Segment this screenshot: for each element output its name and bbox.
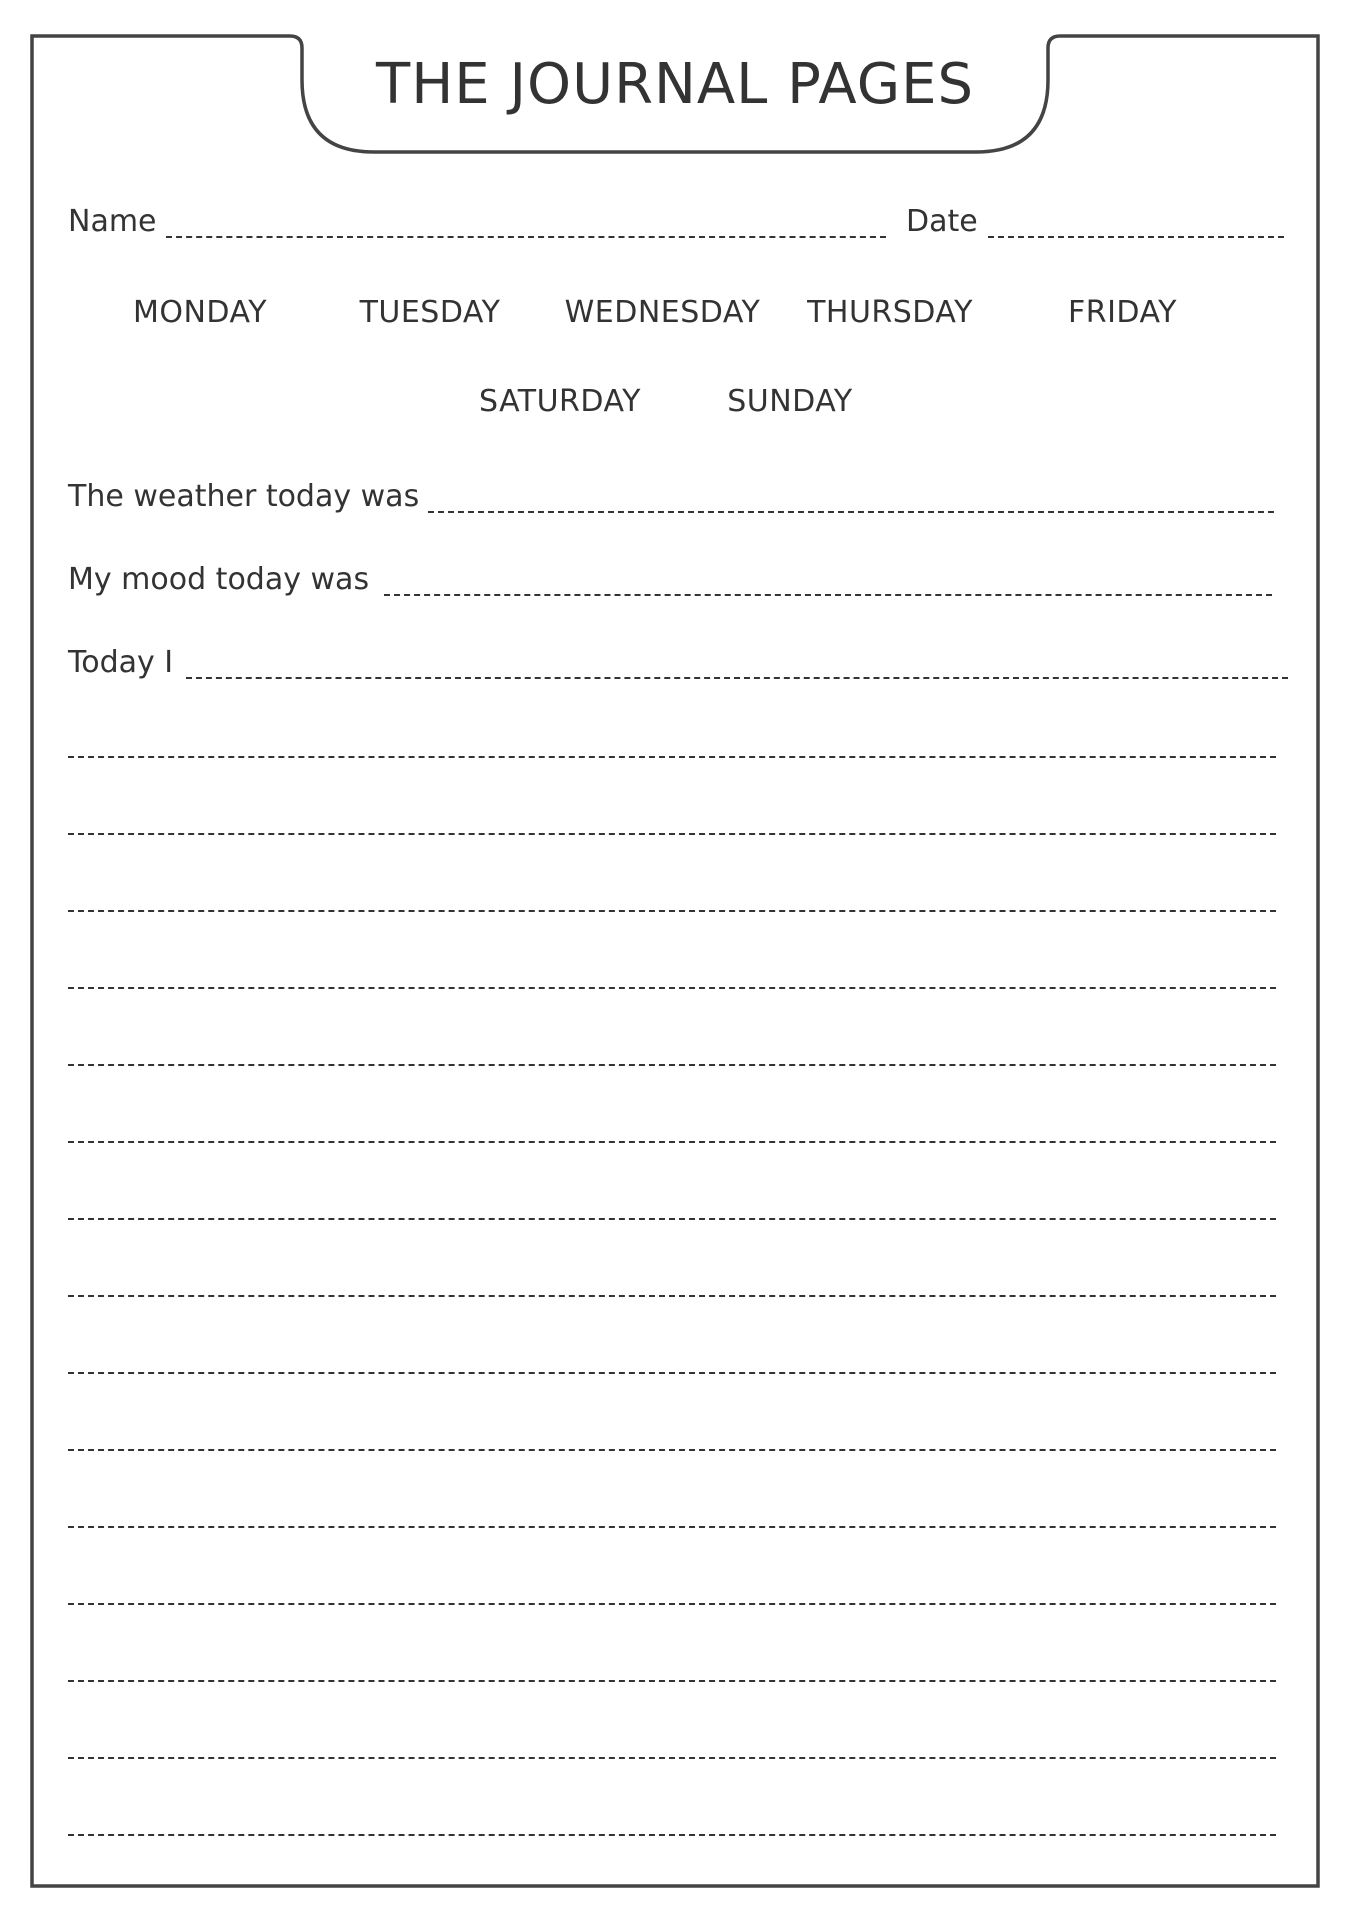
page-title: THE JOURNAL PAGES bbox=[375, 52, 975, 117]
name-label: Name bbox=[68, 204, 157, 239]
date-label: Date bbox=[906, 204, 978, 239]
day-friday[interactable]: FRIDAY bbox=[1067, 295, 1178, 330]
date-field[interactable] bbox=[988, 236, 1284, 238]
weather-prompt: The weather today was bbox=[68, 479, 420, 514]
writing-line[interactable] bbox=[68, 1603, 1276, 1605]
writing-line[interactable] bbox=[68, 833, 1276, 835]
writing-line[interactable] bbox=[68, 1449, 1276, 1451]
writing-line[interactable] bbox=[68, 910, 1276, 912]
mood-field[interactable] bbox=[384, 594, 1272, 596]
mood-prompt: My mood today was bbox=[68, 562, 370, 597]
today-prompt: Today I bbox=[68, 645, 174, 680]
writing-line[interactable] bbox=[68, 1372, 1276, 1374]
writing-line[interactable] bbox=[68, 1526, 1276, 1528]
day-thursday[interactable]: THURSDAY bbox=[807, 295, 973, 330]
today-field[interactable] bbox=[186, 677, 1288, 679]
day-saturday[interactable]: SATURDAY bbox=[478, 384, 641, 419]
day-sunday[interactable]: SUNDAY bbox=[727, 384, 853, 419]
writing-line[interactable] bbox=[68, 987, 1276, 989]
writing-line[interactable] bbox=[68, 1834, 1276, 1836]
writing-line[interactable] bbox=[68, 1757, 1276, 1759]
writing-line[interactable] bbox=[68, 1218, 1276, 1220]
writing-line[interactable] bbox=[68, 1680, 1276, 1682]
day-wednesday[interactable]: WEDNESDAY bbox=[564, 295, 761, 330]
writing-line[interactable] bbox=[68, 1064, 1276, 1066]
weather-field[interactable] bbox=[428, 511, 1274, 513]
name-field[interactable] bbox=[166, 236, 886, 238]
writing-line[interactable] bbox=[68, 756, 1276, 758]
day-monday[interactable]: MONDAY bbox=[132, 295, 268, 330]
writing-line[interactable] bbox=[68, 1141, 1276, 1143]
day-tuesday[interactable]: TUESDAY bbox=[359, 295, 501, 330]
writing-line[interactable] bbox=[68, 1295, 1276, 1297]
